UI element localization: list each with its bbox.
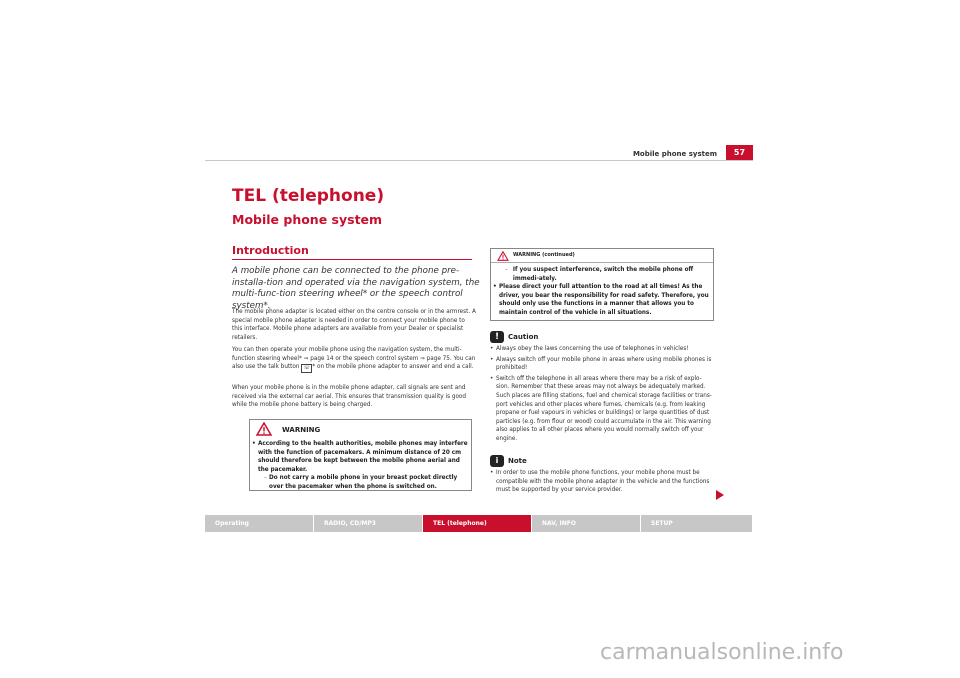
- subsection-title: Introduction: [232, 244, 309, 257]
- talk-button-icon: ☏: [301, 364, 312, 373]
- caution-item: • Switch off the telephone in all areas where there may be a risk of explo-sion. Remember that these areas may not always be adequately marked. Such places are filling stations, fuel and chemical storage facilities or trans-port vehicles and other places where fumes, chemicals (e.g. from leaking propane or fuel vapours in vehicles or buildings) or large quantities of dust particles (e.g. from flour or wood) could accumulate in the air. This warning also applies to all other places where you would normally switch off your engine.: [490, 375, 712, 442]
- caution-item: • Always switch off your mobile phone in areas where using mobile phones is prohibited!: [490, 356, 712, 372]
- caution-section: [490, 331, 715, 444]
- warning-continued-title: WARNING (continued): [513, 252, 575, 258]
- warning-title: WARNING: [282, 426, 321, 434]
- subsection-divider: [232, 259, 472, 260]
- page-header-title: Mobile phone system: [632, 150, 717, 158]
- body-paragraph: The mobile phone adapter is located either on the centre console or in the armrest. A special mobile phone adapter is needed in order to connect your mobile phone to this interface. Mobile phone adapters are available from your Dealer or specialist retailers.: [232, 309, 476, 341]
- warning-box: [249, 419, 472, 491]
- chapter-nav: [205, 515, 753, 532]
- nav-tab-radio[interactable]: RADIO, CD/MP3: [314, 515, 422, 532]
- note-item: • In order to use the mobile phone functions, your mobile phone must be compatible with the mobile phone adapter in the vehicle and the functions must be supported by your service provider.: [490, 470, 710, 494]
- note-section: [490, 455, 715, 495]
- continue-arrow-icon[interactable]: [716, 490, 724, 500]
- section-title: Mobile phone system: [232, 212, 383, 227]
- nav-tab-setup[interactable]: SETUP: [641, 515, 752, 532]
- lead-paragraph: A mobile phone can be connected to the phone pre-installa-tion and operated via the navigation system, the multi-func-tion steering wheel* or the speech control system*.: [232, 266, 480, 311]
- nav-tab-telephone[interactable]: TEL (telephone): [423, 515, 531, 532]
- body-paragraph: When your mobile phone is in the mobile phone adapter, call signals are sent and received via the external car aerial. This ensures that transmission quality is good while the mobile phone battery is being charged.: [232, 385, 467, 409]
- warning-bullet: • Please direct your full attention to the road at all times! As the driver, you bear the responsibility for road safety. Therefore, you should only use the functions in a manner that allows you to maintain control of the vehicle in all situations.: [493, 284, 709, 316]
- caution-title: Caution: [508, 332, 539, 341]
- caution-exclamation-icon: !: [490, 331, 504, 343]
- warning-continued-box: [490, 248, 714, 321]
- warning-triangle-icon: [497, 251, 509, 261]
- note-title: Note: [508, 456, 527, 465]
- warning-subitem: – Do not carry a mobile phone in your breast pocket directly over the pacemaker when the phone is switched on.: [264, 475, 458, 490]
- nav-tab-nav-info[interactable]: NAV, INFO: [532, 515, 640, 532]
- warning-bullet: • According to the health authorities, mobile phones may interfere with the function of pacemakers. A minimum distance of 20 cm should therefore be kept between the mobile phone aerial and the pacemaker.: [252, 441, 468, 473]
- note-info-icon: i: [490, 455, 504, 467]
- page-reference-link[interactable]: ⇒ page 75: [420, 355, 450, 362]
- warning-triangle-icon: [256, 422, 272, 436]
- page-reference-link[interactable]: ⇒ page 14: [303, 355, 334, 362]
- nav-tab-operating[interactable]: Operating: [205, 515, 313, 532]
- page-number: 57: [726, 145, 753, 161]
- chapter-title: TEL (telephone): [232, 186, 385, 206]
- watermark: carmanualsonline.info: [600, 640, 844, 665]
- body-paragraph-controls: You can then operate your mobile phone using the navigation system, the multi-function steering wheel* ⇒ page 14 or the speech control system ⇒ page 75. You can also use the talk button ☏ * on the mobile phone adapter to answer and end a call.: [232, 347, 476, 372]
- warning-subitem: – If you suspect interference, switch the mobile phone off immedi-ately.: [505, 267, 694, 282]
- caution-item: • Always obey the laws concerning the use of telephones in vehicles!: [490, 346, 689, 352]
- header-divider: [205, 160, 753, 161]
